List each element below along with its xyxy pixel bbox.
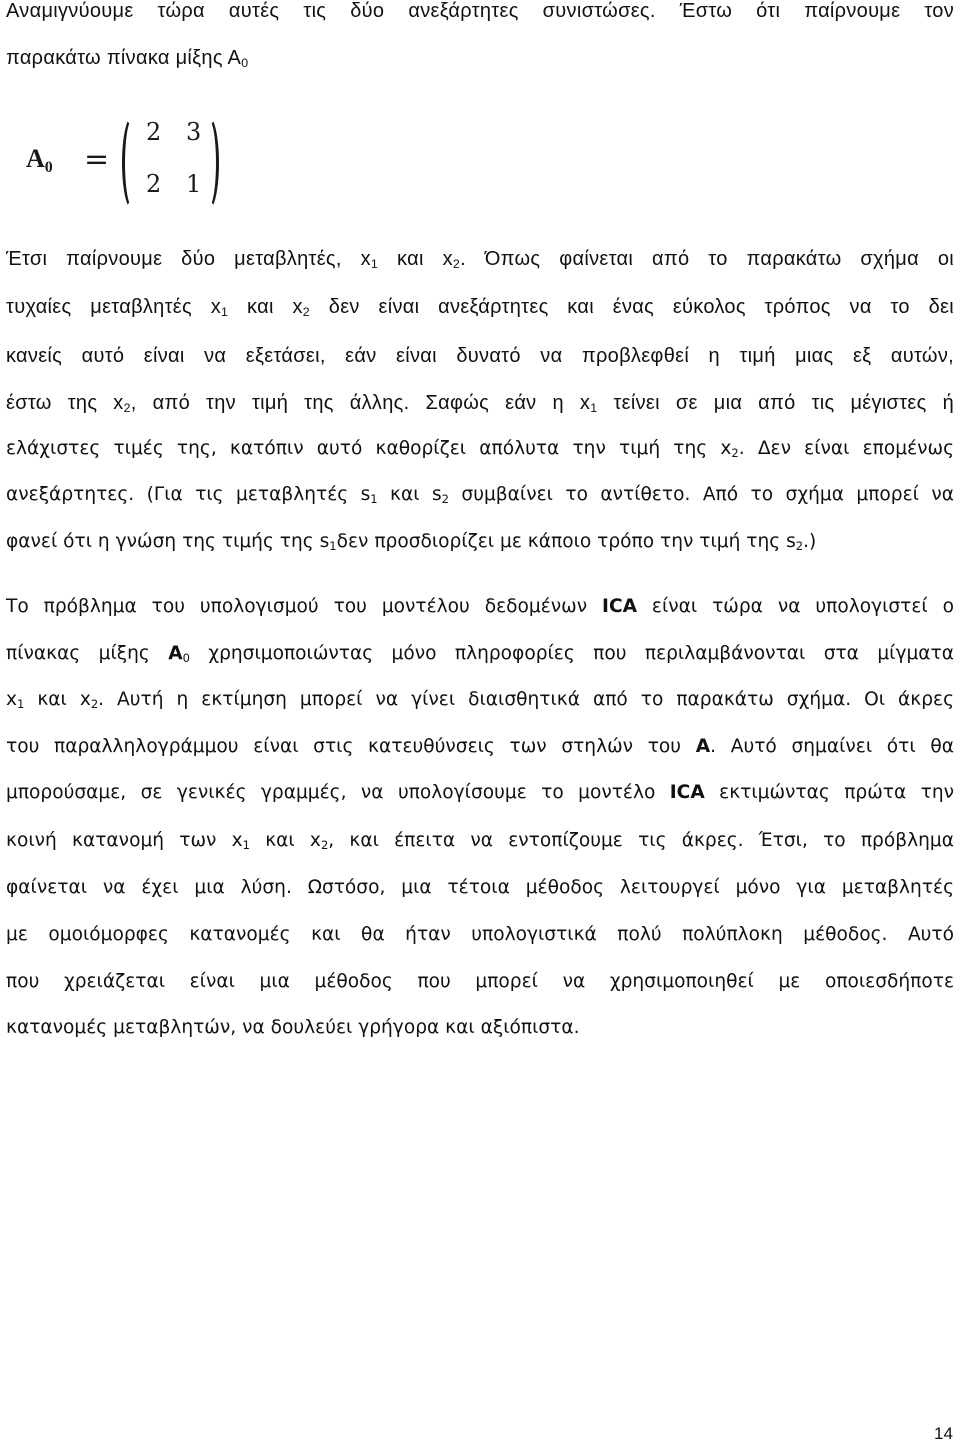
para2-line2: τυχαίες μεταβλητές $x_1$ και $x_2$ δεν είναι ανεξάρτητες και ένας εύκολος τρόπος να το δει [6,296,954,320]
matrix-equals-sign: = [84,142,110,177]
matrix-cell-r1c1: 2 [146,118,162,146]
para3-line9: που χρειάζεται είναι μια μέθοδος που μπορεί να χρησιμοποιηθεί με οποιεσδήποτε [6,971,954,992]
matrix-left-bracket [122,116,143,210]
para3-line5: μπορούσαμε, σε γενικές γραμμές, να υπολογίσουμε το μοντέλο ICA εκτιμώντας πρώτα την [6,782,954,803]
para3-line8: με ομοιόμορφες κατανομές και θα ήταν υπολογιστικά πολύ πολύπλοκη μέθοδος. Αυτό [6,924,954,945]
para2-line1: Έτσι παίρνουμε δύο μεταβλητές, $x_1$ και $x_2$. Όπως φαίνεται από το παρακάτω σχήμα οι [6,248,954,272]
para3-line7: φαίνεται να έχει μια λύση. Ωστόσο, μια τέτοια μέθοδος λειτουργεί μόνο για μεταβλητές [6,877,954,898]
para3-line10: κατανομές μεταβλητών, να δουλεύει γρήγορα και αξιόπιστα. [6,1017,580,1038]
para3-line3: $x_1$ και $x_2$. Αυτή η εκτίμηση μπορεί να γίνει διαισθητικά από το παρακάτω σχήμα. Οι άκρες [6,689,954,711]
matrix-label: $A_0$ [26,144,53,176]
para2-line7: φανεί ότι η γνώση της τιμής της $s_1\delta\varepsilon\nu$ προσδιορίζει με κάποιο τρόπο την τιμή της $s_2$.) [6,531,817,553]
matrix-cell-r2c2: 1 [186,170,202,198]
para3-line1: Το πρόβλημα του υπολογισμού του μοντέλου δεδομένων ICA είναι τώρα να υπολογιστεί ο [6,596,955,617]
para3-line2: πίνακας μίξης $A_0$ χρησιμοποιώντας μόνο πληροφορίες που περιλαμβάνονται στα μίγματα [6,643,954,665]
mixing-matrix-equation [26,112,216,208]
para1-line1: Αναμιγνύουμε τώρα αυτές τις δύο ανεξάρτητες συνιστώσες. Έστω ότι παίρνουμε τον [6,0,954,22]
para3-line6: κοινή κατανομή των $x_1$ και $x_2$, και έπειτα να εντοπίζουμε τις άκρες. Έτσι, το πρόβλημα [6,830,954,852]
para2-line3: κανείς αυτό είναι να εξετάσει, εάν είναι δυνατό να προβλεφθεί η τιμή μιας εξ αυτών, [6,345,954,367]
para3-line4: του παραλληλογράμμου είναι στις κατευθύνσεις των στηλών του A. Αυτό σημαίνει ότι θα [6,736,954,757]
para2-line4: έστω της $x_2$, από την τιμή της άλλης. Σαφώς εάν η $x_1$ τείνει σε μια από τις μέγιστες ή [6,392,954,416]
matrix-cell-r1c2: 3 [186,118,202,146]
para2-line6: ανεξάρτητες. (Για τις μεταβλητές $s_1$ και $s_2$ συμβαίνει το αντίθετο. Από το σχήμα μπορεί να [6,484,955,506]
para1-line2: παρακάτω πίνακα μίξης $A_0$ [6,47,249,71]
para2-line5: ελάχιστες τιμές της, κατόπιν αυτό καθορίζει απόλυτα την τιμή της $x_2$. Δεν είναι επομένως [6,438,954,460]
matrix-right-bracket [198,116,219,210]
page-number: 14 [934,1424,953,1443]
matrix-cell-r2c1: 2 [146,170,162,198]
